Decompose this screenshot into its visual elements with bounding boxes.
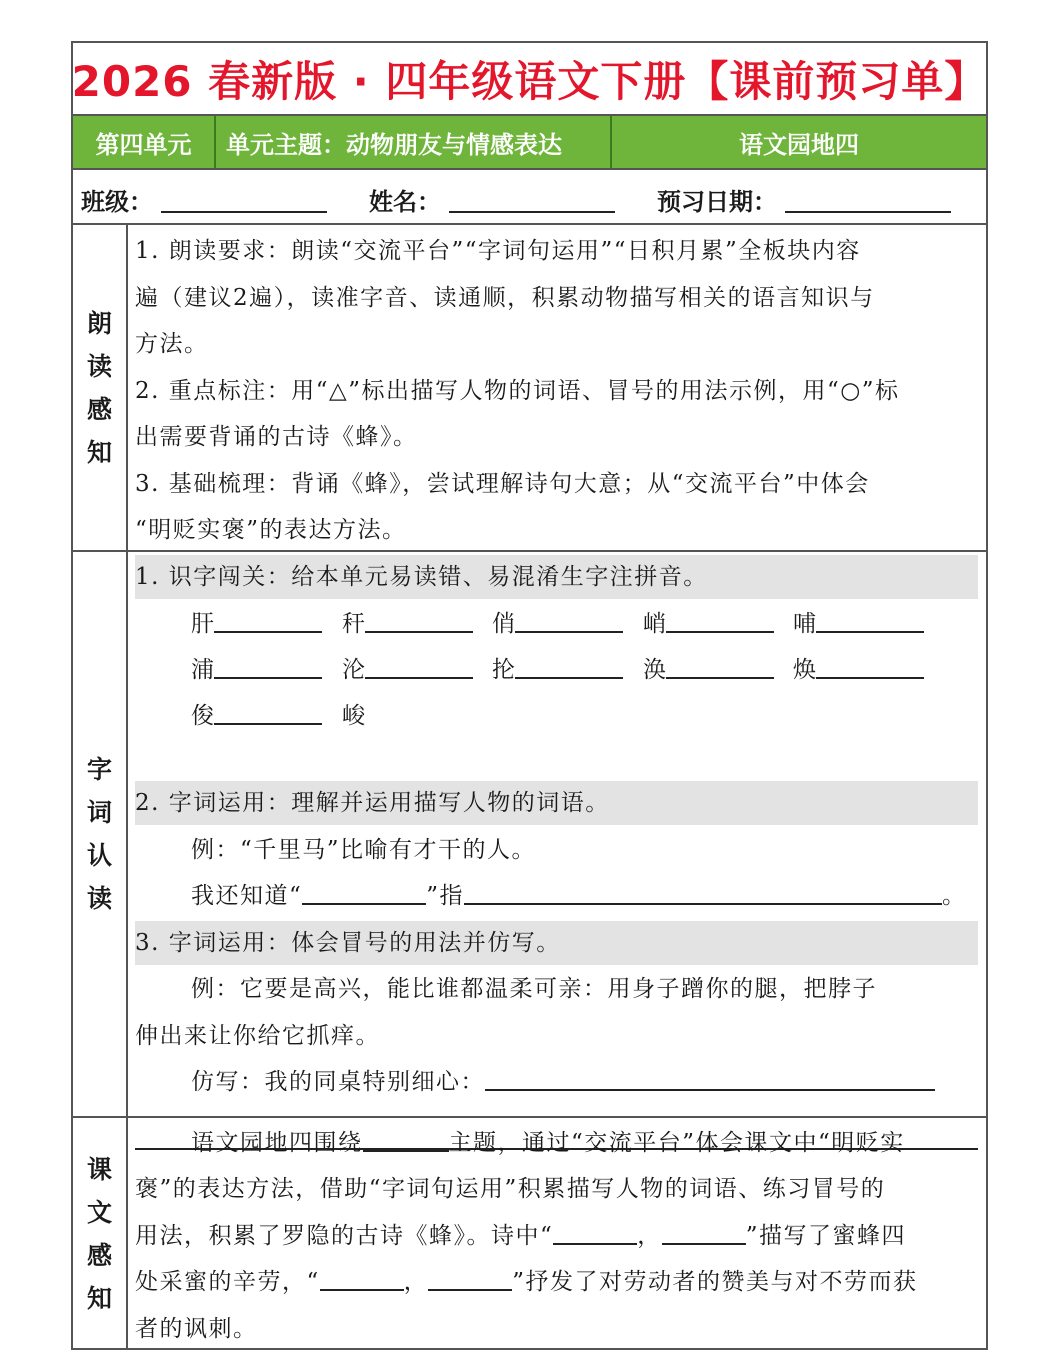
- section-label-lesson: 课 文 感 知: [73, 1118, 128, 1350]
- char-item: 秆: [342, 602, 473, 646]
- pinyin-blank[interactable]: [365, 607, 473, 633]
- pinyin-blank[interactable]: [666, 653, 774, 679]
- question-title: 2. 字词运用：理解并运用描写人物的词语。: [135, 781, 978, 825]
- lesson-line: 者的讽刺。: [135, 1316, 258, 1342]
- pinyin-blank[interactable]: [666, 607, 774, 633]
- section-body-reading: [135, 225, 978, 550]
- lesson-line: 语文园地四围绕 主题，通过“交流平台”体会课文中“明贬实: [191, 1121, 978, 1165]
- reading-line: 方法。: [135, 331, 209, 357]
- pinyin-blank[interactable]: [515, 653, 623, 679]
- section-body-words: [135, 552, 978, 1116]
- date-field: [657, 182, 951, 217]
- question-title: 1. 识字闯关：给本单元易读错、易混淆生字注拼音。: [135, 555, 978, 599]
- lesson-topic: 语文园地四: [739, 130, 859, 159]
- lesson-line: 处采蜜的辛劳，“ ， ”抒发了对劳动者的赞美与对不劳而获: [135, 1260, 978, 1304]
- example-text: 例：“千里马”比喻有才干的人。: [191, 837, 537, 863]
- pinyin-blank[interactable]: [515, 607, 623, 633]
- pinyin-blank[interactable]: [816, 607, 924, 633]
- imitation-blank[interactable]: [485, 1065, 935, 1091]
- class-label: 班级：: [81, 188, 153, 216]
- section-label-words: 字 词 认 读: [73, 552, 128, 1116]
- char-item: 涣: [643, 648, 774, 692]
- char-item: 沦: [342, 648, 473, 692]
- reading-line: 2. 重点标注：用“△”标出描写人物的词语、冒号的用法示例，用“○”标: [135, 378, 900, 404]
- reading-line: 遍（建议2遍），读准字音、读通顺，积累动物描写相关的语言知识与: [135, 285, 875, 311]
- char-item: 峻: [342, 703, 365, 729]
- section-reading: [73, 225, 986, 552]
- char-item: 俏: [492, 602, 623, 646]
- section-body-lesson: [135, 1118, 978, 1350]
- word-blank[interactable]: [302, 879, 426, 905]
- char-row: [135, 648, 978, 692]
- theme-blank[interactable]: [363, 1126, 449, 1152]
- name-label: 姓名：: [369, 188, 441, 216]
- reading-line: 3. 基础梳理：背诵《蜂》，尝试理解诗句大意；从“交流平台”中体会: [135, 471, 870, 497]
- name-input[interactable]: [449, 187, 615, 213]
- lesson-line: 用法，积累了罗隐的古诗《蜂》。诗中“ ， ”描写了蜜蜂四: [135, 1214, 978, 1258]
- title-row: [73, 43, 986, 116]
- unit-label: 第四单元: [73, 116, 216, 168]
- pinyin-blank[interactable]: [214, 607, 322, 633]
- char-item: 焕: [793, 648, 924, 692]
- imitation-prompt: 仿写：我的同桌特别细心：: [191, 1060, 978, 1104]
- example-text: 例：它要是高兴，能比谁都温柔可亲：用身子蹭你的腿，把脖子: [191, 976, 877, 1002]
- char-item: 峭: [643, 602, 774, 646]
- fill-prompt: 我还知道“ ”指 。: [191, 874, 978, 918]
- char-item: 肝: [191, 602, 322, 646]
- char-item: 哺: [793, 602, 924, 646]
- date-input[interactable]: [785, 187, 951, 213]
- example-text: 伸出来让你给它抓痒。: [135, 1023, 380, 1049]
- char-item: 抡: [492, 648, 623, 692]
- unit-banner: [73, 116, 986, 170]
- poem-blank[interactable]: [553, 1219, 637, 1245]
- class-input[interactable]: [161, 187, 327, 213]
- section-words: [73, 552, 986, 1118]
- meaning-blank[interactable]: [464, 879, 942, 905]
- poem-blank[interactable]: [320, 1265, 404, 1291]
- section-lesson: [73, 1118, 986, 1350]
- student-info-row: [73, 170, 986, 225]
- char-item: 浦: [191, 648, 322, 692]
- pinyin-blank[interactable]: [816, 653, 924, 679]
- reading-line: 出需要背诵的古诗《蜂》。: [135, 424, 418, 450]
- poem-blank[interactable]: [662, 1219, 746, 1245]
- unit-theme: 单元主题：动物朋友与情感表达: [216, 116, 612, 168]
- char-row: [135, 602, 978, 646]
- char-row: [135, 694, 978, 738]
- pinyin-blank[interactable]: [214, 699, 322, 725]
- date-label: 预习日期：: [657, 188, 777, 216]
- page-title: 2026 春新版 · 四年级语文下册【课前预习单】: [71, 56, 988, 106]
- name-field: [369, 182, 615, 217]
- reading-line: 1. 朗读要求：朗读“交流平台”“字词句运用”“日积月累”全板块内容: [135, 238, 861, 264]
- question-title: 3. 字词运用：体会冒号的用法并仿写。: [135, 921, 978, 965]
- pinyin-blank[interactable]: [365, 653, 473, 679]
- reading-line: “明贬实褒”的表达方法。: [135, 517, 407, 543]
- worksheet: [71, 41, 988, 1350]
- class-field: [81, 182, 327, 217]
- section-label-reading: 朗 读 感 知: [73, 225, 128, 550]
- poem-blank[interactable]: [428, 1265, 512, 1291]
- char-item: 俊: [191, 694, 322, 738]
- pinyin-blank[interactable]: [214, 653, 322, 679]
- lesson-line: 褒”的表达方法，借助“字词句运用”积累描写人物的词语、练习冒号的: [135, 1176, 886, 1202]
